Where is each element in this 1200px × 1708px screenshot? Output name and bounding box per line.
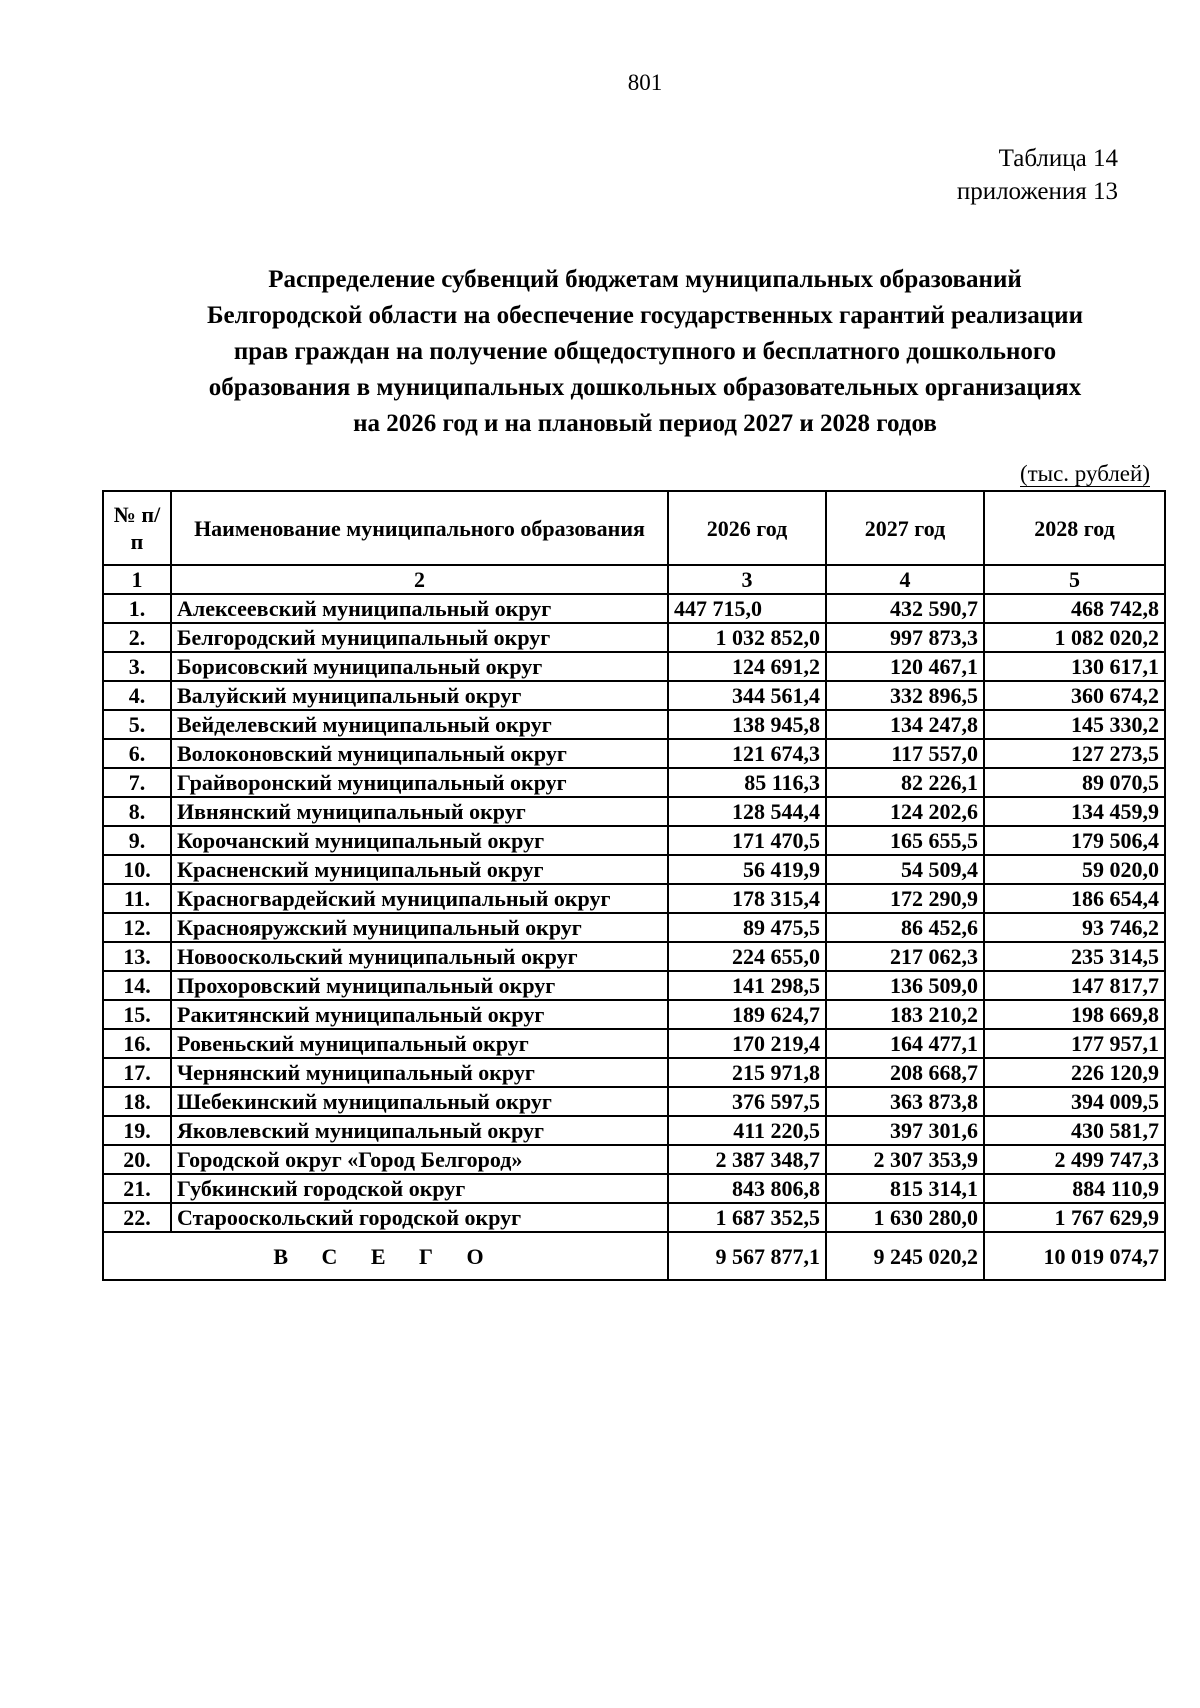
- row-value-2026: 128 544,4: [668, 797, 826, 826]
- table-row: [103, 942, 1165, 971]
- table-row: [103, 1087, 1165, 1116]
- header-2026: 2026 год: [668, 491, 826, 565]
- column-index: 5: [984, 565, 1165, 594]
- row-value-2028: 177 957,1: [984, 1029, 1165, 1058]
- row-value-2026: 2 387 348,7: [668, 1145, 826, 1174]
- row-value-2026: 224 655,0: [668, 942, 826, 971]
- row-value-2028: 2 499 747,3: [984, 1145, 1165, 1174]
- row-number: 18.: [103, 1087, 171, 1116]
- table-row: [103, 797, 1165, 826]
- row-name: Ракитянский муниципальный округ: [171, 1000, 668, 1029]
- row-number: 12.: [103, 913, 171, 942]
- row-value-2028: 93 746,2: [984, 913, 1165, 942]
- row-number: 20.: [103, 1145, 171, 1174]
- header-2027: 2027 год: [826, 491, 984, 565]
- total-2028: 10 019 074,7: [984, 1232, 1165, 1280]
- table-row: [103, 1029, 1165, 1058]
- header-num: № п/п: [103, 491, 171, 565]
- row-value-2027: 183 210,2: [826, 1000, 984, 1029]
- row-number: 2.: [103, 623, 171, 652]
- row-number: 22.: [103, 1203, 171, 1232]
- table-row: [103, 594, 1165, 623]
- row-value-2027: 124 202,6: [826, 797, 984, 826]
- row-number: 17.: [103, 1058, 171, 1087]
- column-index: 2: [171, 565, 668, 594]
- row-value-2028: 130 617,1: [984, 652, 1165, 681]
- row-number: 1.: [103, 594, 171, 623]
- row-value-2026: 189 624,7: [668, 1000, 826, 1029]
- table-row: [103, 1058, 1165, 1087]
- column-index-row: [103, 565, 1165, 594]
- table-row: [103, 1145, 1165, 1174]
- row-value-2028: 884 110,9: [984, 1174, 1165, 1203]
- row-value-2028: 147 817,7: [984, 971, 1165, 1000]
- row-value-2027: 363 873,8: [826, 1087, 984, 1116]
- row-value-2027: 997 873,3: [826, 623, 984, 652]
- row-number: 21.: [103, 1174, 171, 1203]
- row-name: Вейделевский муниципальный округ: [171, 710, 668, 739]
- total-row: [103, 1232, 1165, 1280]
- column-index: 4: [826, 565, 984, 594]
- row-value-2026: 56 419,9: [668, 855, 826, 884]
- row-value-2028: 235 314,5: [984, 942, 1165, 971]
- row-value-2028: 394 009,5: [984, 1087, 1165, 1116]
- row-value-2027: 332 896,5: [826, 681, 984, 710]
- row-name: Борисовский муниципальный округ: [171, 652, 668, 681]
- header-2028: 2028 год: [984, 491, 1165, 565]
- row-number: 8.: [103, 797, 171, 826]
- row-name: Ровеньский муниципальный округ: [171, 1029, 668, 1058]
- row-value-2026: 843 806,8: [668, 1174, 826, 1203]
- row-value-2027: 165 655,5: [826, 826, 984, 855]
- row-value-2026: 1 032 852,0: [668, 623, 826, 652]
- row-name: Старооскольский городской округ: [171, 1203, 668, 1232]
- row-value-2026: 121 674,3: [668, 739, 826, 768]
- row-name: Корочанский муниципальный округ: [171, 826, 668, 855]
- title-line: Белгородской области на обеспечение государственных гарантий реализации: [207, 302, 1083, 329]
- row-name: Шебекинский муниципальный округ: [171, 1087, 668, 1116]
- table-row: [103, 971, 1165, 1000]
- table-row: [103, 1203, 1165, 1232]
- row-name: Красногвардейский муниципальный округ: [171, 884, 668, 913]
- row-number: 19.: [103, 1116, 171, 1145]
- row-value-2027: 136 509,0: [826, 971, 984, 1000]
- table-row: [103, 1116, 1165, 1145]
- table-row: [103, 913, 1165, 942]
- table-ref-line1: Таблица 14: [998, 145, 1118, 172]
- table-row: [103, 855, 1165, 884]
- row-name: Алексеевский муниципальный округ: [171, 594, 668, 623]
- row-value-2027: 172 290,9: [826, 884, 984, 913]
- row-value-2028: 430 581,7: [984, 1116, 1165, 1145]
- row-value-2028: 127 273,5: [984, 739, 1165, 768]
- row-name: Волоконовский муниципальный округ: [171, 739, 668, 768]
- row-value-2026: 138 945,8: [668, 710, 826, 739]
- row-name: Городской округ «Город Белгород»: [171, 1145, 668, 1174]
- row-value-2028: 1 767 629,9: [984, 1203, 1165, 1232]
- row-value-2027: 134 247,8: [826, 710, 984, 739]
- row-name: Грайворонский муниципальный округ: [171, 768, 668, 797]
- row-value-2027: 117 557,0: [826, 739, 984, 768]
- row-number: 15.: [103, 1000, 171, 1029]
- title-line: Распределение субвенций бюджетам муниципальных образований: [268, 266, 1022, 293]
- row-number: 9.: [103, 826, 171, 855]
- row-value-2028: 179 506,4: [984, 826, 1165, 855]
- row-value-2028: 89 070,5: [984, 768, 1165, 797]
- row-value-2026: 411 220,5: [668, 1116, 826, 1145]
- row-value-2027: 815 314,1: [826, 1174, 984, 1203]
- column-index: 3: [668, 565, 826, 594]
- row-number: 6.: [103, 739, 171, 768]
- total-2026: 9 567 877,1: [668, 1232, 826, 1280]
- row-name: Яковлевский муниципальный округ: [171, 1116, 668, 1145]
- row-number: 5.: [103, 710, 171, 739]
- header-row: [103, 491, 1165, 565]
- row-value-2027: 120 467,1: [826, 652, 984, 681]
- row-value-2028: 145 330,2: [984, 710, 1165, 739]
- row-value-2027: 86 452,6: [826, 913, 984, 942]
- row-number: 16.: [103, 1029, 171, 1058]
- row-value-2028: 134 459,9: [984, 797, 1165, 826]
- document-title: [120, 262, 1170, 442]
- table-row: [103, 768, 1165, 797]
- row-value-2027: 164 477,1: [826, 1029, 984, 1058]
- row-value-2028: 1 082 020,2: [984, 623, 1165, 652]
- header-name: Наименование муниципального образования: [171, 491, 668, 565]
- row-name: Чернянский муниципальный округ: [171, 1058, 668, 1087]
- row-name: Ивнянский муниципальный округ: [171, 797, 668, 826]
- row-value-2027: 1 630 280,0: [826, 1203, 984, 1232]
- row-value-2026: 215 971,8: [668, 1058, 826, 1087]
- row-number: 7.: [103, 768, 171, 797]
- row-number: 14.: [103, 971, 171, 1000]
- row-name: Белгородский муниципальный округ: [171, 623, 668, 652]
- table-row: [103, 652, 1165, 681]
- row-value-2026: 171 470,5: [668, 826, 826, 855]
- row-name: Губкинский городской округ: [171, 1174, 668, 1203]
- row-value-2027: 432 590,7: [826, 594, 984, 623]
- row-number: 11.: [103, 884, 171, 913]
- row-name: Прохоровский муниципальный округ: [171, 971, 668, 1000]
- column-index: 1: [103, 565, 171, 594]
- table-row: [103, 1174, 1165, 1203]
- title-line: на 2026 год и на плановый период 2027 и 2028 годов: [353, 410, 937, 437]
- row-number: 3.: [103, 652, 171, 681]
- row-value-2027: 2 307 353,9: [826, 1145, 984, 1174]
- row-value-2027: 54 509,4: [826, 855, 984, 884]
- row-value-2026: 170 219,4: [668, 1029, 826, 1058]
- row-name: Новооскольский муниципальный округ: [171, 942, 668, 971]
- table-ref-line2: приложения 13: [956, 178, 1118, 205]
- table-row: [103, 1000, 1165, 1029]
- row-value-2026: 376 597,5: [668, 1087, 826, 1116]
- table-row: [103, 681, 1165, 710]
- row-value-2026: 178 315,4: [668, 884, 826, 913]
- row-value-2026: 344 561,4: [668, 681, 826, 710]
- row-value-2026: 85 116,3: [668, 768, 826, 797]
- row-value-2027: 397 301,6: [826, 1116, 984, 1145]
- units-label: (тыс. рублей): [1019, 461, 1150, 486]
- table-row: [103, 623, 1165, 652]
- row-value-2027: 82 226,1: [826, 768, 984, 797]
- page-number: 801: [627, 70, 663, 95]
- table-reference: [957, 142, 1118, 208]
- table-row: [103, 826, 1165, 855]
- total-label: В С Е Г О: [103, 1232, 668, 1280]
- row-name: Валуйский муниципальный округ: [171, 681, 668, 710]
- table-row: [103, 739, 1165, 768]
- row-value-2028: 59 020,0: [984, 855, 1165, 884]
- row-value-2028: 360 674,2: [984, 681, 1165, 710]
- row-name: Краснояружский муниципальный округ: [171, 913, 668, 942]
- row-value-2028: 226 120,9: [984, 1058, 1165, 1087]
- table-row: [103, 884, 1165, 913]
- title-line: прав граждан на получение общедоступного и бесплатного дошкольного: [233, 338, 1057, 365]
- units-note: [1020, 461, 1150, 487]
- row-value-2026: 124 691,2: [668, 652, 826, 681]
- row-value-2028: 198 669,8: [984, 1000, 1165, 1029]
- row-value-2028: 186 654,4: [984, 884, 1165, 913]
- table-row: [103, 710, 1165, 739]
- row-number: 10.: [103, 855, 171, 884]
- row-value-2028: 468 742,8: [984, 594, 1165, 623]
- subvention-table: [102, 490, 1166, 1281]
- row-value-2027: 217 062,3: [826, 942, 984, 971]
- row-value-2026: 89 475,5: [668, 913, 826, 942]
- row-value-2026: 1 687 352,5: [668, 1203, 826, 1232]
- table-body: [103, 565, 1165, 1232]
- row-value-2026: 141 298,5: [668, 971, 826, 1000]
- total-2027: 9 245 020,2: [826, 1232, 984, 1280]
- row-number: 4.: [103, 681, 171, 710]
- row-value-2027: 208 668,7: [826, 1058, 984, 1087]
- title-line: образования в муниципальных дошкольных образовательных организациях: [208, 374, 1082, 401]
- row-number: 13.: [103, 942, 171, 971]
- row-name: Красненский муниципальный округ: [171, 855, 668, 884]
- row-value-2026: 447 715,0: [668, 594, 826, 623]
